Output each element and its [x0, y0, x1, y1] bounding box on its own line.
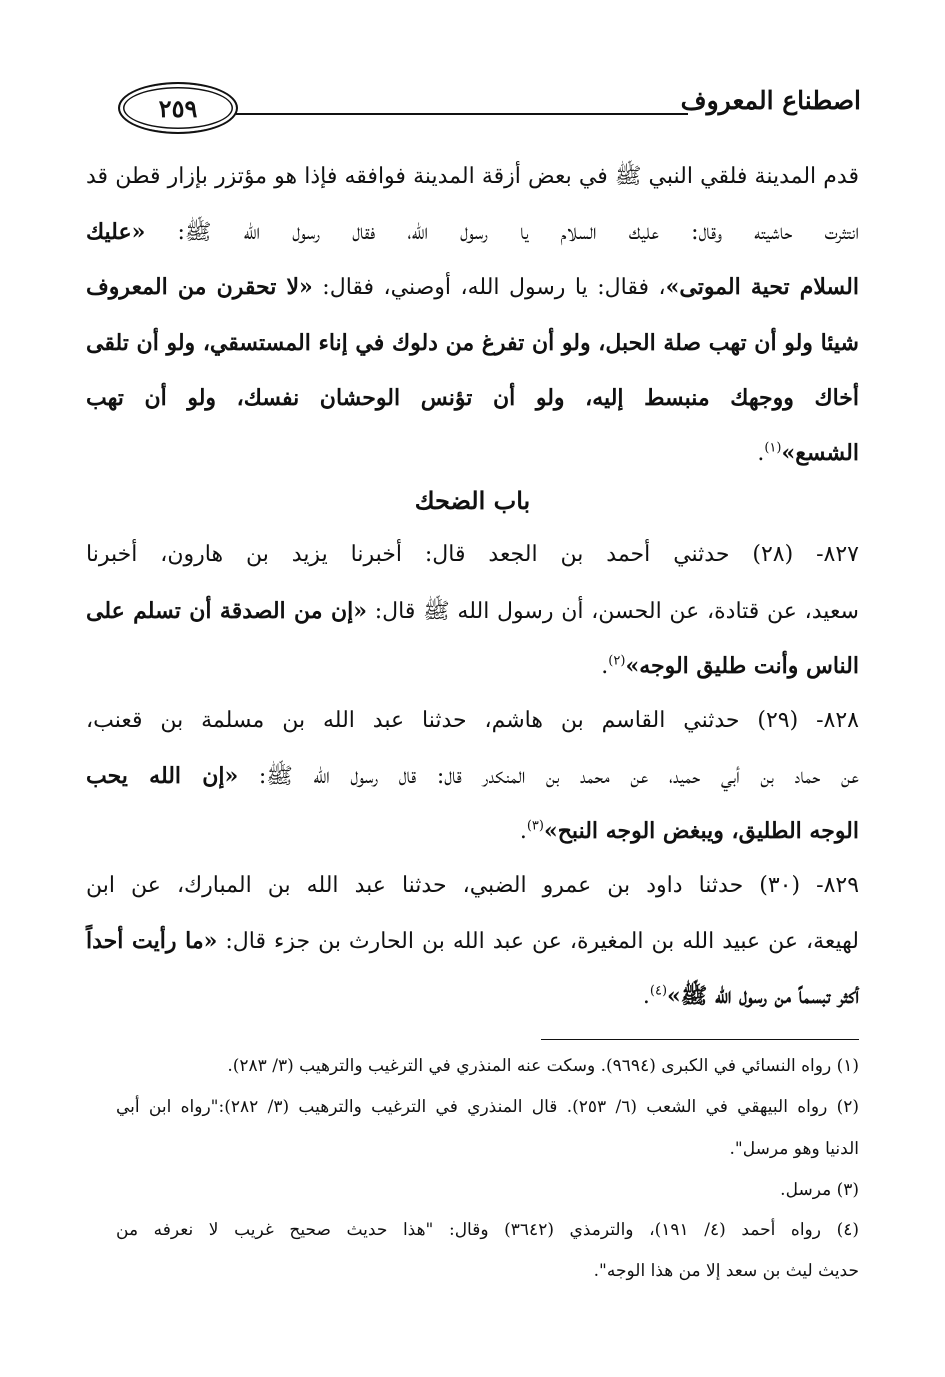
body-text: .	[757, 441, 765, 466]
body-text: انتثرت حاشيته وقال: عليك السلام يا رسول الله، فقال رسول الله ﷺ:	[145, 220, 859, 245]
footnote-marker: (٣)	[526, 818, 544, 834]
body-text: لهيعة، عن عبيد الله بن المغيرة، عن عبد الله بن الحارث بن جزء قال:	[217, 929, 859, 954]
footnote-marker: (٤)	[649, 983, 668, 999]
running-title: اصطناع المعروف	[680, 86, 861, 115]
body-line	[86, 759, 859, 794]
footnote	[116, 1216, 859, 1244]
header-rule	[236, 113, 688, 115]
hadith-text: أخاك ووجهك منبسط إليه، ولو أن تؤنس الوحشان نفسك، ولو أن تهب	[86, 385, 859, 411]
body-text: ٨٢٩- (٣٠) حدثنا داود بن عمرو الضبي، حدثنا عبد الله بن المبارك، عن ابن	[86, 873, 860, 898]
hadith-text: أكثر تبسماً من رسول الله ﷺ»	[667, 983, 859, 1009]
footnote	[116, 1052, 859, 1080]
hadith-text: الناس وأنت طليق الوجه»	[625, 653, 859, 679]
body-text: .	[601, 654, 609, 679]
body-text: سعيد، عن قتادة، عن الحسن، أن رسول الله ﷺ قال:	[367, 599, 859, 624]
hadith-text: «إن الله يحب	[86, 763, 239, 789]
body-line	[86, 594, 859, 629]
body-line	[86, 436, 859, 471]
footnote	[116, 1093, 859, 1121]
footnote-continuation	[116, 1135, 859, 1163]
body-text: ، فقال: يا رسول الله، أوصني، فقال:	[312, 275, 666, 300]
body-line	[86, 160, 859, 194]
page-number-oval	[118, 82, 238, 134]
hadith-text: شيئا ولو أن تهب صلة الحبل، ولو أن تفرغ من دلوك في إناء المستسقي، ولو أن تلقى	[86, 330, 859, 356]
footnote	[116, 1176, 859, 1204]
body-line	[86, 215, 859, 250]
body-line	[86, 381, 859, 415]
footnote-marker: (١)	[764, 440, 782, 456]
body-line	[86, 814, 859, 849]
hadith-text: «عليك	[86, 219, 146, 245]
body-line	[86, 538, 859, 572]
body-line	[86, 924, 859, 959]
hadith-text: السلام تحية الموتى»	[665, 274, 859, 300]
hadith-text: الشسع»	[781, 440, 859, 466]
footnote-text: الدنيا وهو مرسل".	[729, 1139, 859, 1159]
body-line	[86, 270, 859, 305]
body-line	[86, 326, 859, 360]
footnote-text: (٤) رواه أحمد (٤/ ١٩١)، والترمذي (٣٦٤٢) وقال: "هذا حديث صحيح غريب لا نعرفه من	[116, 1220, 859, 1240]
hadith-text: «إن من الصدقة أن تسلم على	[86, 598, 368, 624]
footnote-continuation	[116, 1257, 859, 1285]
footnote-text: (٢) رواه البيهقي في الشعب (٦/ ٢٥٣). قال المنذري في الترغيب والترهيب (٣/ ٢٨٢):"رواه ابن أبي	[116, 1097, 860, 1117]
hadith-text: الوجه الطليق، ويبغض الوجه النبح»	[543, 818, 859, 844]
body-text: ٨٢٧- (٢٨) حدثني أحمد بن الجعد قال: أخبرنا يزيد بن هارون، أخبرنا	[86, 542, 859, 567]
body-line	[86, 869, 859, 903]
footnote-text: حديث ليث بن سعد إلا من هذا الوجه".	[593, 1261, 859, 1281]
body-text: .	[519, 819, 527, 844]
hadith-text: «لا تحقرن من المعروف	[86, 274, 313, 300]
body-line	[86, 649, 859, 684]
section-heading: باب الضحك	[414, 486, 531, 515]
body-text: .	[642, 984, 650, 1009]
footnote-rule	[541, 1039, 859, 1040]
footnote-text: (٣) مرسل.	[780, 1180, 859, 1200]
body-line	[86, 704, 859, 738]
hadith-text: «ما رأيت أحداً	[86, 928, 218, 954]
body-text: عن حماد بن أبي حميد، عن محمد بن المنكدر قال: قال رسول الله ﷺ:	[238, 764, 859, 789]
body-text: قدم المدينة فلقي النبي ﷺ في بعض أزقة المدينة فوافقه فإذا هو مؤتزر بإزار قطن قد	[86, 164, 859, 189]
footnote-marker: (٢)	[608, 653, 626, 669]
body-text: ٨٢٨- (٢٩) حدثني القاسم بن هاشم، حدثنا عبد الله بن مسلمة بن قعنب،	[86, 708, 859, 733]
footnote-text: (١) رواه النسائي في الكبرى (٩٦٩٤). وسكت عنه المنذري في الترغيب والترهيب (٣/ ٢٨٣).	[227, 1056, 859, 1076]
body-line	[86, 979, 859, 1014]
page-number: ٢٥٩	[158, 93, 198, 123]
